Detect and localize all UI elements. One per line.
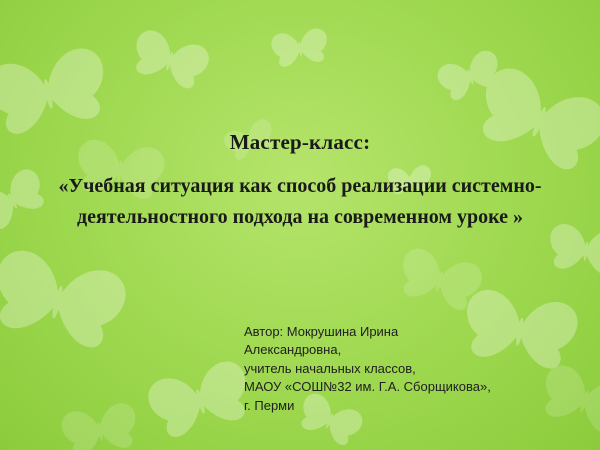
author-line: г. Перми [244,397,295,413]
author-block [244,323,584,415]
title-block [18,130,582,233]
slide-title-main: Мастер-класс: [229,130,371,154]
author-line: Автор: Мокрушина Ирина [244,324,399,339]
slide-title-subtitle: «Учебная ситуация как способ реализации системно-деятельностного подхода на современном уроке » [58,175,542,228]
author-line: Александровна, [244,342,342,358]
author-line: МАОУ «СОШ№32 им. Г.А. Сборщикова», [244,379,491,395]
author-line: учитель начальных классов, [244,360,416,376]
